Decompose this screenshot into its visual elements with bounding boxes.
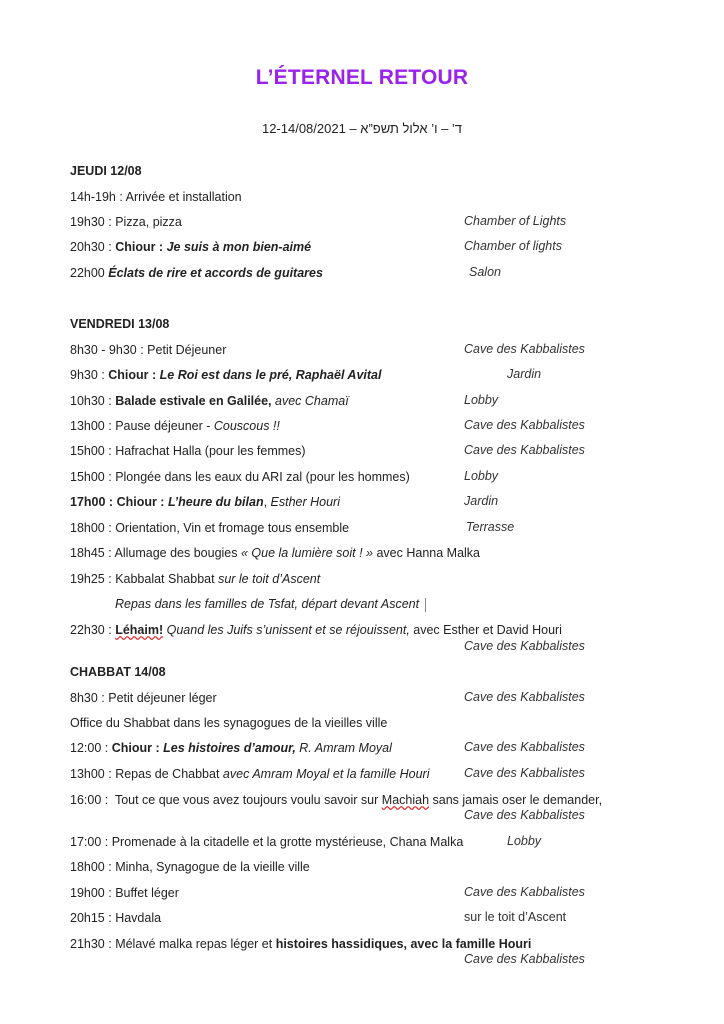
schedule-row: [115, 596, 715, 612]
time: 20h15: [70, 911, 105, 925]
activity: Éclats de rire et accords de guitares: [108, 266, 323, 280]
speaker: Esther Houri: [270, 495, 341, 509]
activity: Buffet léger: [115, 886, 179, 900]
location: Chamber of Lights: [464, 214, 567, 228]
location: Terrasse: [466, 520, 515, 534]
activity: Repas de Chabbat: [115, 767, 220, 781]
location: Cave des Kabbalistes: [464, 443, 585, 457]
day-heading: VENDREDI 13/08: [70, 317, 170, 331]
location: Cave des Kabbalistes: [464, 690, 585, 704]
time: 15h00: [70, 444, 105, 458]
location: Cave des Kabbalistes: [464, 766, 585, 780]
time: 17h00: [70, 495, 106, 509]
activity-detail: sur le toit d’Ascent: [218, 572, 321, 586]
activity: Petit déjeuner léger: [108, 691, 217, 705]
schedule-row: 18h00 : Minha, Synagogue de la vieille ville: [70, 860, 310, 874]
schedule-row: 19h00 : Buffet léger: [70, 886, 179, 900]
time: 17:00: [70, 835, 102, 849]
time: 13h00: [70, 419, 105, 433]
schedule-row: 18h45 : Allumage des bougies « Que la lumière soit ! » avec Hanna Malka: [70, 546, 481, 560]
location: Cave des Kabbalistes: [464, 808, 585, 822]
activity-detail: Couscous !!: [213, 419, 280, 433]
time: 13h00: [70, 767, 105, 781]
schedule-row: 19h25 : Kabbalat Shabbat sur le toit d’Ascent: [70, 572, 321, 586]
activity: Pizza, pizza: [115, 215, 182, 229]
activity: Hafrachat Halla (pour les femmes): [115, 444, 306, 458]
location: Jardin: [507, 367, 542, 381]
location: Lobby: [464, 469, 499, 483]
schedule-row: 19h30 : Pizza, pizza: [70, 215, 182, 229]
page-title: L’ÉTERNEL RETOUR: [255, 66, 469, 89]
activity: Plongée dans les eaux du ARI zal (pour les hommes): [115, 470, 410, 484]
activity: Tout ce que vous avez toujours voulu savoir sur: [114, 793, 379, 807]
activity-detail: Les histoires d’amour,: [163, 741, 296, 755]
schedule-row: 17h00 : Chiour : L’heure du bilan, Esther Houri: [70, 495, 341, 509]
schedule-row: 17:00 : Promenade à la citadelle et la grotte mystérieuse, Chana Malka: [70, 835, 464, 849]
schedule-row: 20h15 : Havdala: [70, 911, 162, 925]
schedule-row: 18h00 : Orientation, Vin et fromage tous ensemble: [70, 521, 350, 535]
location: Cave des Kabbalistes: [464, 885, 585, 899]
day-heading: CHABBAT 14/08: [70, 665, 166, 679]
time: 18h00: [70, 860, 105, 874]
activity: Petit Déjeuner: [147, 343, 227, 357]
activity: Balade estivale en Galilée,: [115, 394, 272, 408]
activity-detail: histoires hassidiques, avec la famille Houri: [275, 937, 532, 951]
text-cursor: [425, 598, 426, 612]
location: sur le toit d’Ascent: [464, 910, 567, 924]
schedule-row: 16:00 : Tout ce que vous avez toujours voulu savoir sur Machiah sans jamais oser le demander,: [70, 793, 603, 807]
time: 18h00: [70, 521, 105, 535]
schedule-row: 9h30 : Chiour : Le Roi est dans le pré, Raphaël Avital: [70, 368, 382, 382]
location: Jardin: [464, 494, 499, 508]
time: 10h30: [70, 394, 105, 408]
activity-detail: avec Chamaï: [275, 394, 349, 408]
time: 20h30: [70, 240, 105, 254]
speaker: R. Amram Moyal: [299, 741, 392, 755]
time: 14h-19h: [70, 190, 116, 204]
time: 22h00: [70, 266, 105, 280]
time: 22h30: [70, 623, 105, 637]
date-subtitle: 12-14/08/2021 – ד’ – ו’ אלול תשפ”א: [261, 121, 463, 136]
activity-detail: Quand les Juifs s’unissent et se réjouissent,: [166, 623, 410, 637]
schedule-row: 13h00 : Pause déjeuner - Couscous !!: [70, 419, 280, 433]
activity: Léhaim!: [115, 623, 164, 637]
location: Cave des Kabbalistes: [464, 418, 585, 432]
activity-detail: avec Amram Moyal et la famille Houri: [222, 767, 430, 781]
activity: Kabbalat Shabbat: [115, 572, 215, 586]
time: 15h00: [70, 470, 105, 484]
schedule-row: [70, 715, 670, 731]
activity: Orientation, Vin et fromage tous ensemble: [115, 521, 350, 535]
schedule-row: 14h-19h : Arrivée et installation: [70, 190, 242, 204]
location: Lobby: [464, 393, 499, 407]
time: 12:00: [70, 741, 102, 755]
schedule-row: 22h30 : Léhaim! Quand les Juifs s’unissent et se réjouissent, avec Esther et David Houri: [70, 623, 562, 637]
activity-detail: Je suis à mon bien-aimé: [166, 240, 312, 254]
activity-detail: sans jamais oser le demander,: [432, 793, 603, 807]
activity: Chiour :: [108, 368, 157, 382]
activity: Mélavé malka repas léger et: [115, 937, 273, 951]
time: 19h00: [70, 886, 105, 900]
schedule-row: 20h30 : Chiour : Je suis à mon bien-aimé: [70, 240, 312, 254]
activity: Allumage des bougies: [114, 546, 238, 560]
time: 18h45: [70, 546, 105, 560]
activity-detail: Machiah: [381, 793, 430, 807]
schedule-row: 12:00 : Chiour : Les histoires d’amour, R. Amram Moyal: [70, 741, 392, 755]
schedule-row: [70, 265, 670, 281]
schedule-row: 8h30 : Petit déjeuner léger: [70, 691, 217, 705]
schedule-row: 15h00 : Plongée dans les eaux du ARI zal (pour les hommes): [70, 470, 410, 484]
location: Lobby: [507, 834, 542, 848]
speaker: avec Esther et David Houri: [413, 623, 562, 637]
schedule-row: 10h30 : Balade estivale en Galilée, avec Chamaï: [70, 394, 349, 408]
activity: Chiour :: [116, 495, 165, 509]
schedule-row: 21h30 : Mélavé malka repas léger et histoires hassidiques, avec la famille Houri: [70, 937, 532, 951]
speaker: avec Hanna Malka: [376, 546, 481, 560]
location: Salon: [469, 265, 501, 279]
activity: Office du Shabbat dans les synagogues de la vieilles ville: [70, 716, 388, 730]
time: 19h25: [70, 572, 105, 586]
activity-detail: L’heure du bilan: [167, 495, 264, 509]
time: 9h30: [70, 368, 98, 382]
activity: Chiour :: [115, 240, 164, 254]
activity: Promenade à la citadelle et la grotte mystérieuse, Chana Malka: [111, 835, 464, 849]
activity: Pause déjeuner -: [115, 419, 211, 433]
day-heading: JEUDI 12/08: [70, 164, 142, 178]
activity: Havdala: [115, 911, 162, 925]
location: Cave des Kabbalistes: [464, 342, 585, 356]
time: 8h30 - 9h30: [70, 343, 137, 357]
location: Chamber of lights: [464, 239, 562, 253]
location: Cave des Kabbalistes: [464, 740, 585, 754]
time: 19h30: [70, 215, 105, 229]
activity: Chiour :: [111, 741, 160, 755]
location: Cave des Kabbalistes: [464, 952, 585, 966]
time: 16:00: [70, 793, 102, 807]
activity: Arrivée et installation: [125, 190, 242, 204]
activity-detail: « Que la lumière soit ! »: [240, 546, 373, 560]
activity: Repas dans les familles de Tsfat, départ devant Ascent: [115, 597, 420, 611]
activity: Minha, Synagogue de la vieille ville: [115, 860, 310, 874]
location: Cave des Kabbalistes: [464, 639, 585, 653]
time: 21h30: [70, 937, 105, 951]
schedule-row: 15h00 : Hafrachat Halla (pour les femmes): [70, 444, 306, 458]
schedule-row: 13h00 : Repas de Chabbat avec Amram Moyal et la famille Houri: [70, 767, 430, 781]
activity-detail: Le Roi est dans le pré, Raphaël Avital: [159, 368, 382, 382]
schedule-row: 8h30 - 9h30 : Petit Déjeuner: [70, 343, 227, 357]
time: 8h30: [70, 691, 98, 705]
